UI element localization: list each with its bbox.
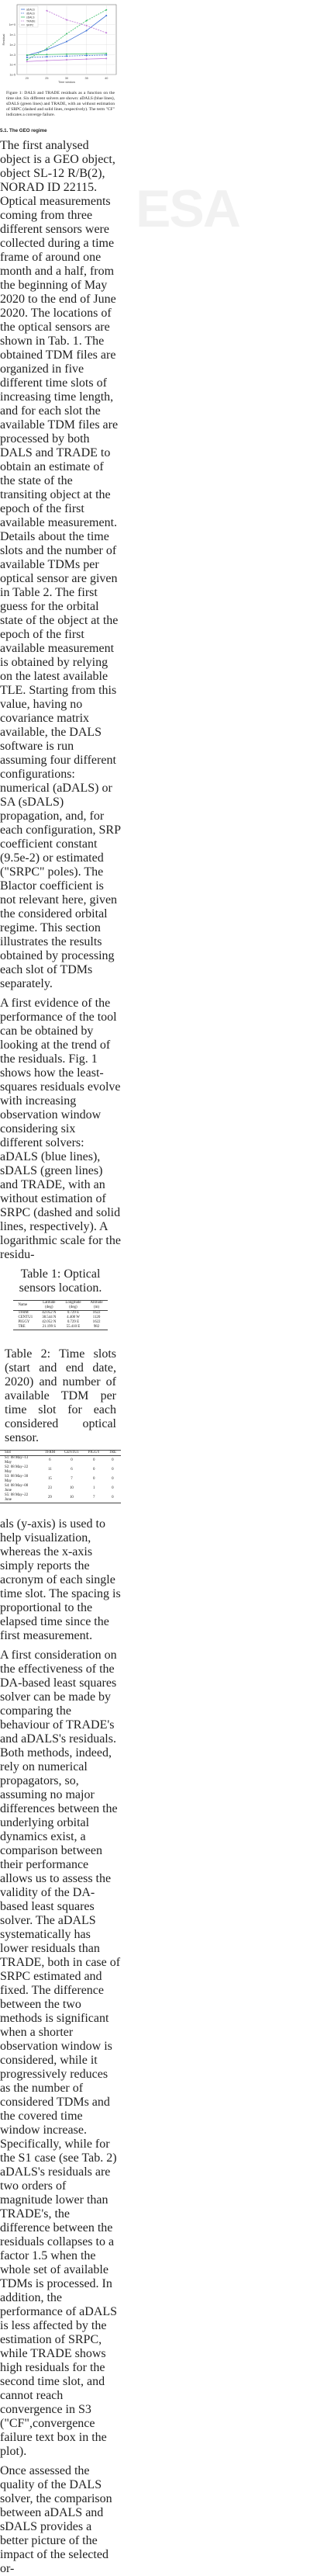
data-point <box>86 58 88 60</box>
table1-cell: 0.729 E <box>67 1311 80 1315</box>
table2-cell: S1: 08 May–13 May <box>5 1456 29 1465</box>
left-column <box>0 0 121 1262</box>
data-point <box>86 55 88 57</box>
data-point <box>66 19 67 21</box>
data-point <box>66 59 67 61</box>
table2-header: PIGGY <box>88 1451 100 1454</box>
table1-cell: 42.052 N <box>42 1320 57 1324</box>
figure-1 <box>0 0 121 89</box>
legend-label: aDALS <box>26 8 35 12</box>
table1-cell: CENTU1 <box>18 1316 33 1319</box>
x-axis-label: Time window <box>57 81 76 84</box>
table2-header-row <box>0 1451 121 1456</box>
table1-header-row <box>13 1301 107 1311</box>
table2-cell: 0 <box>112 1477 114 1481</box>
data-point <box>46 56 47 57</box>
data-point <box>26 57 28 58</box>
data-point <box>26 54 28 56</box>
table2-row <box>0 1456 121 1466</box>
data-point <box>86 20 88 22</box>
data-point <box>66 33 67 35</box>
table2-cell: S2: 08 May–22 May <box>5 1465 29 1474</box>
table2-row <box>0 1484 121 1493</box>
y-tick-label: 1e+0 <box>9 23 16 27</box>
table2-row <box>0 1475 121 1484</box>
table1-cell: 55.410 E <box>66 1325 81 1329</box>
table2-cell: 0 <box>93 1477 95 1481</box>
table2-header: Slot <box>5 1451 11 1454</box>
table1-cell: 21.199 S <box>42 1325 56 1329</box>
table2-cell: 0 <box>112 1496 114 1499</box>
table2 <box>0 1450 121 1503</box>
table1-cell: 1120 <box>92 1316 101 1319</box>
data-point <box>105 15 107 16</box>
x-tick-label: 35 <box>84 77 88 80</box>
data-point <box>105 53 107 54</box>
table2-row <box>0 1493 121 1503</box>
data-point <box>66 55 67 57</box>
table1-cell: TFRM <box>18 1311 29 1315</box>
table2-cell: 29 <box>47 1496 52 1499</box>
table2-cell: S3: 08 May–30 May <box>5 1475 29 1483</box>
table2-header: TRE <box>108 1451 116 1454</box>
y-tick-label: 1e-5 <box>9 73 16 77</box>
table1-cell: 0.729 E <box>67 1320 80 1324</box>
legend-label: sDALS <box>26 16 35 19</box>
table2-cell: 7 <box>93 1496 95 1499</box>
legend-label: TRADE <box>26 19 36 23</box>
table1-cell: PIGGY <box>18 1320 30 1324</box>
paragraph: Once assessed the quality of the DALS solver, the comparison between aDALS and sDALS provides a better picture of the impact of the selected or- <box>0 2464 112 2575</box>
table2-row <box>0 1465 121 1475</box>
table1-row <box>13 1325 107 1330</box>
data-point <box>26 59 28 61</box>
table1-cell: 982 <box>93 1325 100 1329</box>
table1-header: Name <box>18 1303 28 1307</box>
table2-cell: 0 <box>112 1468 114 1472</box>
table1-cell: 1622 <box>92 1311 101 1315</box>
table2-cell: 15 <box>47 1477 52 1481</box>
x-tick-label: 20 <box>25 77 29 80</box>
data-point <box>105 57 107 59</box>
table1 <box>13 1300 107 1330</box>
table2-cell: 0 <box>112 1458 114 1462</box>
table2-cell: 0 <box>93 1458 95 1462</box>
y-tick-label: 1e-3 <box>9 53 16 57</box>
table2-cell: 23 <box>47 1486 52 1490</box>
table2-cell: S5: 08 May–22 June <box>5 1493 29 1502</box>
table2-cell: 7 <box>71 1477 73 1481</box>
table1-cell: 42.052 N <box>42 1311 57 1315</box>
table2-cell: 1 <box>93 1486 95 1490</box>
table2-cell: 0 <box>71 1458 73 1462</box>
data-point <box>66 54 67 55</box>
table2-caption: Table 2: Time slots (start and end date, 2020) and number of available TDM per time slot for each considered optical sensor. <box>5 1347 116 1444</box>
y-tick-label: 1e-4 <box>9 63 16 67</box>
data-point <box>86 25 88 26</box>
x-tick-label: 25 <box>45 77 49 80</box>
y-tick-label: 1e-2 <box>9 43 16 47</box>
legend-label: SRPC <box>26 23 34 27</box>
y-tick-label: 1e-1 <box>9 33 16 37</box>
y-axis-label: Residual <box>2 33 5 46</box>
table2-cell: 10 <box>69 1496 74 1499</box>
paragraph: A first consideration on the effectiveness of the DA-based least squares solver can be made by comparing the behaviour of TRADE's and aDALS's residuals. Both methods, indeed, rely on numerical propagators, so, assuming no major differences between the underlying orbital dynamics exist, a comparison between their performance allows us to assess the validity of the DA-based least squares solver. The aDALS systematically has lower residuals than TRADE, both in case of SRPC estimated and fixed. The difference between the two methods is significant when a shorter observation window is considered, while it progressively reduces as the number of considered TDMs and the covered time window increase. Specifically, while for the S1 case (see Tab. 2) aDALS's residuals are two orders of magnitude lower than TRADE's, the difference between the residuals collapses to a factor 1.5 when the whole set of available TDMs is processed. In addition, the performance of aDALS is less affected by the estimation of SRPC, while TRADE shows high residuals for the second time slot, and cannot reach convergence in S3 ("CF",convergence failure text box in the plot). <box>0 1649 121 2458</box>
table1-caption: Table 1: Optical sensors location. <box>19 1267 102 1295</box>
data-point <box>46 60 47 61</box>
table1-header: Altitude (m) <box>90 1301 103 1309</box>
table2-cell: 10 <box>69 1486 74 1490</box>
table2-header: TFRM <box>44 1451 56 1454</box>
watermark: ESA <box>136 179 239 238</box>
data-point <box>46 48 47 50</box>
data-point <box>66 41 67 43</box>
table1-cell: TRE <box>18 1325 26 1329</box>
paragraph: als (y-axis) is used to help visualization, whereas the x-axis simply reports the acronym of each single time slot. The spacing is proportional to the elapsed time since the first measurement. <box>0 1517 121 1642</box>
table1-header: Latitude (deg) <box>43 1301 56 1309</box>
table2-cell: 11 <box>48 1468 52 1472</box>
data-point <box>86 29 88 31</box>
table2-cell: 0 <box>93 1468 95 1472</box>
table1-cell: 38.544 N <box>42 1316 57 1319</box>
section-title: 5.1. The GEO regime <box>0 128 47 133</box>
table1-cell: 4.408 W <box>67 1316 80 1319</box>
data-point <box>105 32 107 33</box>
x-tick-label: 30 <box>64 77 69 80</box>
table2-cell: 6 <box>71 1468 73 1472</box>
right-column <box>0 1267 121 2576</box>
data-point <box>26 61 28 62</box>
table2-cell: 6 <box>49 1458 51 1462</box>
legend-label: dDALS <box>26 12 35 16</box>
data-point <box>105 54 107 56</box>
table1-cell: 1622 <box>92 1320 101 1324</box>
table1-header: Longitude (deg) <box>65 1301 81 1309</box>
table2-header: CENTU1 <box>64 1451 79 1454</box>
data-point <box>86 53 88 54</box>
paragraph: A first evidence of the performance of the tool can be obtained by looking at the trend of the residuals. Fig. 1 shows how the least-squares residuals evolve with increasing observation window considering six different solvers: aDALS (blue lines), sDALS (green lines) and TRADE, with an without estimation of SRPC (dashed and solid lines, respectively). A logarithmic scale for the residu- <box>0 997 121 1261</box>
figure-caption: Figure 1: DALS and TRADE residuals as a function on the time slot. Six different solvers are shown: aDALS (blue lines), sDALS (green lines) and TRADE, with an without estimation of SRPC (dashed and solid lines, respectively). The term "CF" indicates a converge failure. <box>6 91 115 117</box>
residuals-chart <box>0 0 121 89</box>
table2-cell: S4: 08 May–08 June <box>5 1484 29 1493</box>
x-tick-label: 40 <box>105 77 108 80</box>
data-point <box>105 9 107 11</box>
table2-cell: 0 <box>112 1486 114 1490</box>
data-point <box>46 10 47 12</box>
paragraph: The first analysed object is a GEO object, object SL-12 R/B(2), NORAD ID 22115. Optical measurements coming from three different sensors were collected during a time frame of around one month and a half, from the beginning of May 2020 to the end of June 2020. The locations of the optical sensors are shown in Tab. 1. The obtained TDM files are organized in five different time slots of increasing time length, and for each slot the available TDM files are processed by both DALS and TRADE to obtain an estimate of the state of the transiting object at the epoch of the first available measurement. Details about the time slots and the number of available TDMs per optical sensor are given in Table 2. The first guess for the orbital state of the object at the epoch of the first available measurement is obtained by relying on the latest available TLE. Starting from this value, having no covariance matrix available, the DALS software is run assuming four different configurations: numerical (aDALS) or SA (sDALS) propagation, and, for each configuration, SRP coefficient constant (9.5e-2) or estimated ("SRPC" poles). The Blactor coefficient is not relevant here, given the considered orbital regime. This section illustrates the results obtained by processing each slot of TDMs separately. <box>0 139 121 990</box>
data-point <box>46 54 47 55</box>
